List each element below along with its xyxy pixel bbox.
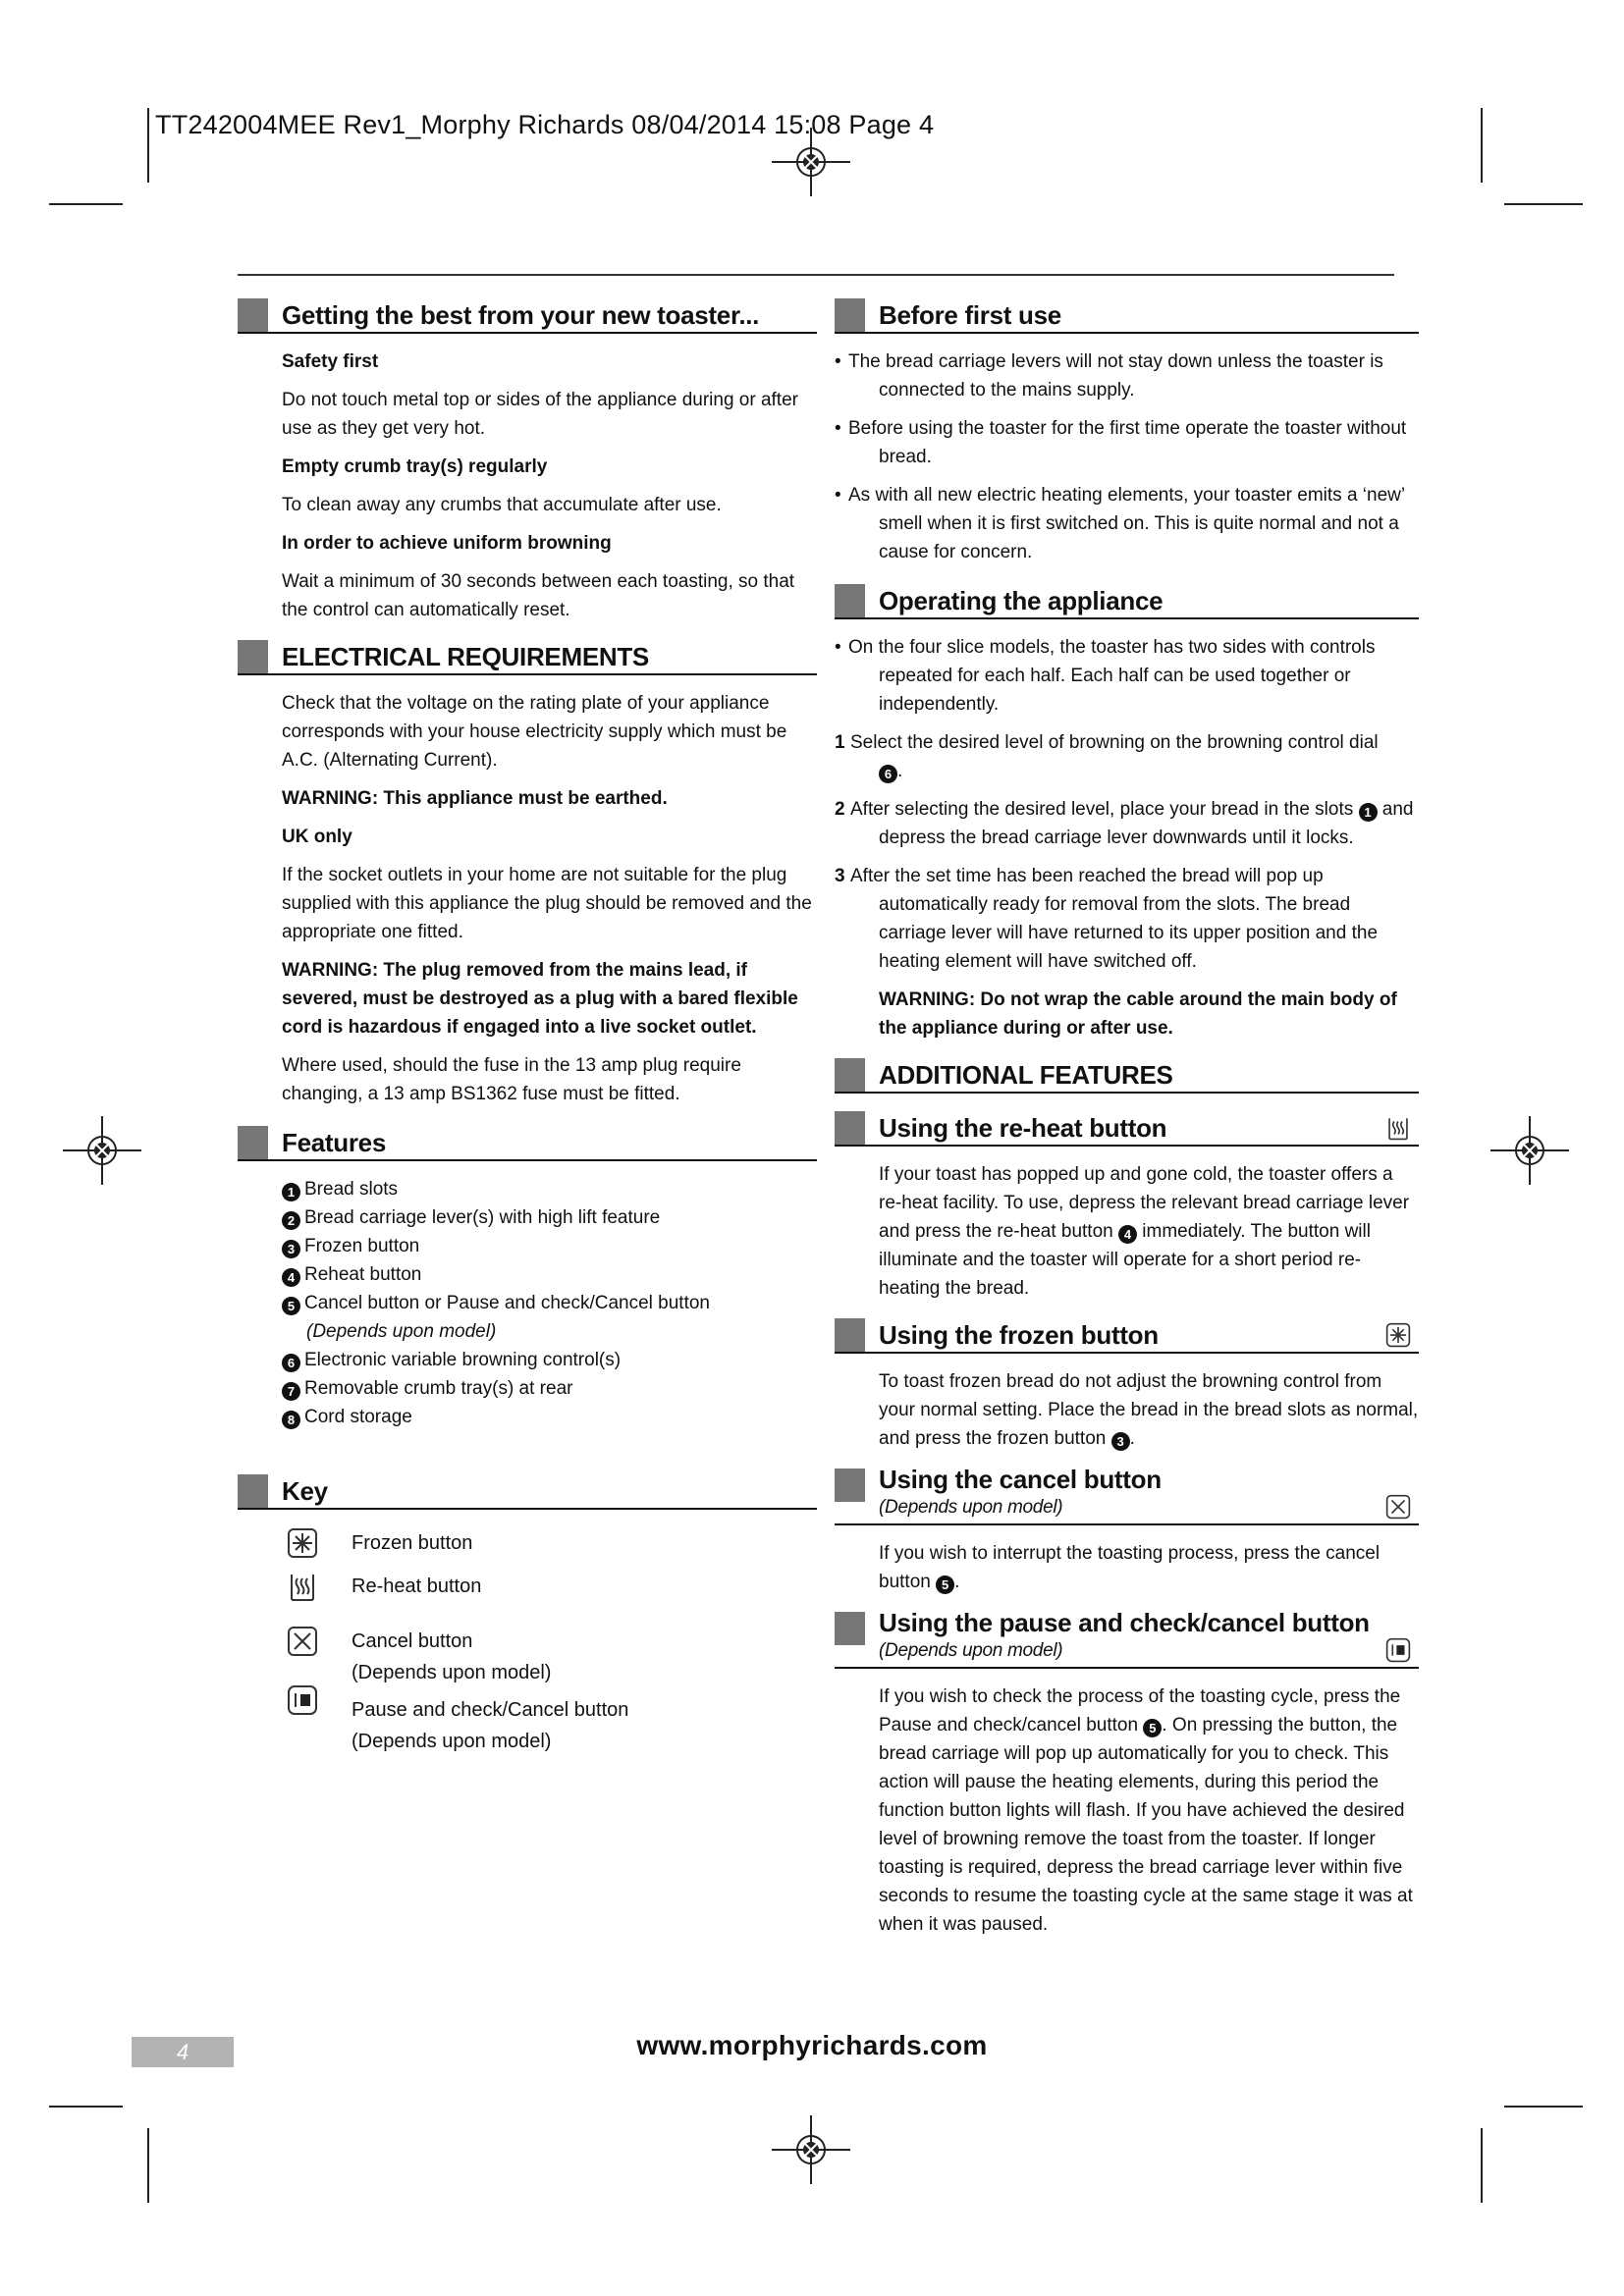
- heading-square: [835, 1111, 865, 1145]
- section-heading-cancel: [835, 1465, 1419, 1525]
- cancel-icon: [287, 1626, 318, 1657]
- voltage-text: Check that the voltage on the rating plate of your appliance corresponds with your house electricity supply which must be A.C. (Alternating Current).: [282, 693, 787, 771]
- top-rule: [238, 274, 1394, 276]
- heading-text: Operating the appliance: [879, 586, 1164, 615]
- heading-text: Before first use: [879, 300, 1061, 330]
- crop-mark: [1481, 108, 1483, 183]
- heading-square: [835, 584, 865, 617]
- key-row: [238, 1694, 817, 1757]
- frozen-text: To toast frozen bread do not adjust the browning control from your normal setting. Place the bread in the bread slots as normal, and press the frozen button 3 .: [879, 1371, 1419, 1449]
- heading-text: ELECTRICAL REQUIREMENTS: [282, 642, 649, 671]
- list-item: 6 Electronic variable browning control(s): [282, 1346, 817, 1374]
- heading-square: [835, 1058, 865, 1092]
- crop-mark: [1481, 2128, 1483, 2203]
- list-item: • The bread carriage levers will not stay down unless the toaster is connected to the mains supply.: [835, 351, 1383, 400]
- registration-mark-icon: [772, 2110, 850, 2189]
- snowflake-icon: [1385, 1322, 1411, 1348]
- step-1: 1 Select the desired level of browning on the browning control dial 6 .: [835, 732, 1379, 781]
- plug-warning: WARNING: The plug removed from the mains lead, if severed, must be destroyed as a plug with a bared flexible cord is hazardous if engaged into a live socket outlet.: [282, 960, 798, 1038]
- heading-text: ADDITIONAL FEATURES: [879, 1060, 1173, 1090]
- heading-text: Getting the best from your new toaster...: [282, 300, 760, 330]
- page-number: 4: [132, 2037, 234, 2067]
- list-item: 5 Cancel button or Pause and check/Cancel button: [282, 1289, 817, 1317]
- print-slug: TT242004MEE Rev1_Morphy Richards 08/04/2014 15:08 Page 4: [155, 110, 935, 139]
- safety-heading: Safety first: [282, 351, 379, 372]
- depends-note: (Depends upon model): [306, 1321, 497, 1342]
- crumb-text: To clean away any crumbs that accumulate after use.: [282, 495, 722, 515]
- heading-square: [238, 1474, 268, 1508]
- key-row: [238, 1626, 817, 1688]
- crop-mark: [1504, 2106, 1583, 2108]
- safety-text: Do not touch metal top or sides of the appliance during or after use as they get very hot.: [282, 390, 798, 439]
- heading-square: [238, 298, 268, 332]
- section-heading-best: [238, 294, 817, 334]
- snowflake-icon: [287, 1527, 318, 1559]
- cancel-icon: [1385, 1494, 1411, 1520]
- heading-square: [238, 1126, 268, 1159]
- reheat-icon: [1385, 1115, 1411, 1141]
- key-sub-label: (Depends upon model): [352, 1731, 552, 1752]
- left-column: [238, 294, 817, 1769]
- list-item: • As with all new electric heating elements, your toaster emits a ‘new’ smell when it is first switched on. This is quite normal and not a cause for concern.: [835, 485, 1405, 562]
- key-sub-label: (Depends upon model): [352, 1662, 552, 1683]
- heading-square: [835, 1318, 865, 1352]
- key-list: [238, 1527, 817, 1757]
- key-row: [238, 1571, 817, 1602]
- heading-square: [835, 1468, 865, 1502]
- heading-text: Using the re-heat button: [879, 1113, 1167, 1143]
- pause-icon: [1385, 1637, 1411, 1663]
- right-column: [835, 294, 1419, 1949]
- key-label: Re-heat button: [352, 1575, 482, 1597]
- step-2: 2 After selecting the desired level, place your bread in the slots 1 and depress the bread carriage lever downwards until it locks.: [835, 799, 1414, 848]
- section-heading-frozen: [835, 1314, 1419, 1354]
- list-item: 3 Frozen button: [282, 1232, 817, 1260]
- browning-text: Wait a minimum of 30 seconds between each toasting, so that the control can automatically reset.: [282, 571, 795, 620]
- section-heading-operating: [835, 580, 1419, 619]
- section-heading-before: [835, 294, 1419, 334]
- section-heading-pause: [835, 1608, 1419, 1669]
- step-3: 3 After the set time has been reached the bread will pop up automatically ready for removal from the slots. The bread carriage lever will have returned to its upper position and the heating element will have switched off.: [835, 866, 1379, 972]
- socket-text: If the socket outlets in your home are not suitable for the plug supplied with this appliance the plug should be removed and the appropriate one fitted.: [282, 865, 812, 942]
- section-heading-key: [238, 1470, 817, 1510]
- key-row: [238, 1527, 817, 1559]
- list-item: 8 Cord storage: [282, 1403, 817, 1431]
- list-item: • On the four slice models, the toaster has two sides with controls repeated for each half. Each half can be used together or independently.: [835, 637, 1376, 715]
- section-heading-features: [238, 1122, 817, 1161]
- list-item: • Before using the toaster for the first time operate the toaster without bread.: [835, 418, 1407, 467]
- crop-mark: [147, 108, 149, 183]
- section-heading-additional: [835, 1054, 1419, 1094]
- heading-text: Using the cancel button (Depends upon model): [879, 1465, 1162, 1518]
- website-url: www.morphyrichards.com: [636, 2030, 988, 2060]
- list-item: 4 Reheat button: [282, 1260, 817, 1289]
- reheat-text: If your toast has popped up and gone cold, the toaster offers a re-heat facility. To use, depress the relevant bread carriage lever and press the re-heat button 4 immediately. The button will illuminate and the toaster will operate for a short period re-heating the bread.: [879, 1164, 1410, 1299]
- heading-square: [835, 1612, 865, 1645]
- earth-warning: WARNING: This appliance must be earthed.: [282, 788, 668, 809]
- cable-warning: WARNING: Do not wrap the cable around the main body of the appliance during or after use.: [879, 989, 1397, 1039]
- list-item: 1 Bread slots: [282, 1175, 817, 1203]
- cancel-text: If you wish to interrupt the toasting process, press the cancel button 5 .: [879, 1543, 1380, 1592]
- heading-square: [238, 640, 268, 673]
- uk-only-heading: UK only: [282, 827, 352, 847]
- fuse-text: Where used, should the fuse in the 13 amp plug require changing, a 13 amp BS1362 fuse must be fitted.: [282, 1055, 741, 1104]
- section-heading-electrical: [238, 636, 817, 675]
- registration-mark-icon: [1490, 1111, 1569, 1190]
- reheat-icon: [287, 1571, 318, 1602]
- key-label: Cancel button: [352, 1630, 473, 1652]
- crop-mark: [147, 2128, 149, 2203]
- pause-icon: [287, 1684, 318, 1716]
- heading-text: Using the frozen button: [879, 1320, 1159, 1350]
- registration-mark-icon: [772, 123, 850, 201]
- key-label: Pause and check/Cancel button: [352, 1699, 629, 1721]
- heading-square: [835, 298, 865, 332]
- features-list: [282, 1175, 817, 1431]
- registration-mark-icon: [63, 1111, 141, 1190]
- crop-mark: [49, 2106, 123, 2108]
- heading-text: Key: [282, 1476, 328, 1506]
- section-heading-reheat: [835, 1107, 1419, 1147]
- key-label: Frozen button: [352, 1532, 473, 1554]
- list-item: 2 Bread carriage lever(s) with high lift feature: [282, 1203, 817, 1232]
- pause-text: If you wish to check the process of the toasting cycle, press the Pause and check/cancel button 5 . On pressing the button, the bread carriage will pop up automatically for you to check. This action will pause the heating elements, during this period the function button lights will flash. If you have achieved the desired level of browning remove the toast from the toaster. If longer toasting is required, depress the bread carriage lever within five seconds to resume the toasting cycle at the same stage it was at when it was paused.: [879, 1686, 1413, 1935]
- heading-text: Features: [282, 1128, 386, 1157]
- heading-text: Using the pause and check/cancel button (Depends upon model): [879, 1608, 1370, 1661]
- list-item: 7 Removable crumb tray(s) at rear: [282, 1374, 817, 1403]
- browning-heading: In order to achieve uniform browning: [282, 533, 612, 554]
- crop-mark: [49, 203, 123, 205]
- crop-mark: [1504, 203, 1583, 205]
- crumb-heading: Empty crumb tray(s) regularly: [282, 456, 548, 477]
